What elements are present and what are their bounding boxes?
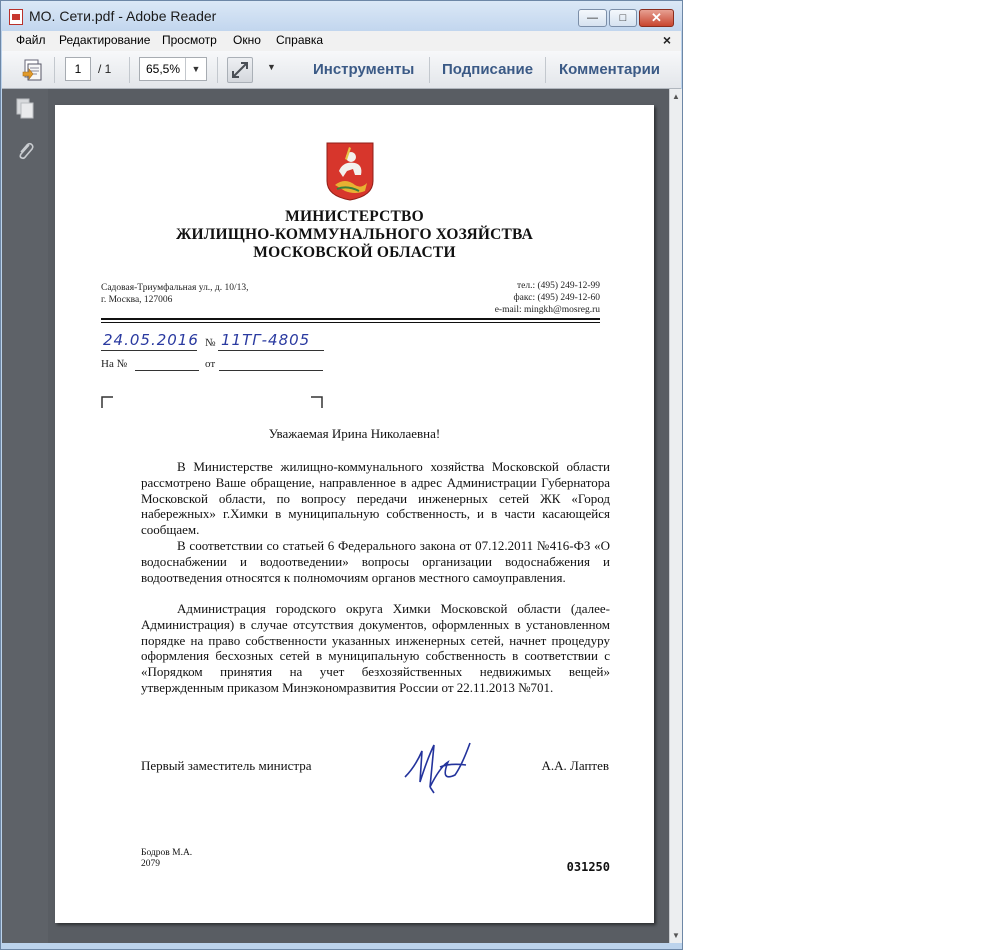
pdf-page (55, 105, 654, 923)
page-total: / 1 (98, 62, 112, 76)
menu-file[interactable]: Файл (16, 33, 46, 47)
on-no-label: На № (101, 358, 128, 370)
maximize-button[interactable] (609, 9, 637, 27)
window-title: МО. Сети.pdf - Adobe Reader (29, 8, 217, 24)
menu-help[interactable]: Справка (276, 33, 324, 47)
comments-pane-button[interactable]: Комментарии (559, 61, 661, 78)
tools-pane-button[interactable]: Инструменты (313, 61, 415, 78)
navigation-pane (2, 89, 48, 943)
from-underline (219, 370, 323, 371)
page-number-input[interactable]: 1 (65, 57, 91, 81)
greeting: Уважаемая Ирина Николаевна! (268, 426, 441, 441)
address-corner-right (311, 396, 323, 408)
menu-edit[interactable]: Редактирование (59, 33, 151, 47)
fit-page-icon (228, 58, 252, 82)
zoom-dropdown-button[interactable]: ▼ (185, 58, 206, 80)
contact-email: e-mail: mingkh@mosreg.ru (494, 305, 600, 315)
fit-page-button[interactable] (227, 57, 253, 83)
minimize-icon: — (587, 12, 598, 24)
minimize-button[interactable] (578, 9, 607, 27)
header-rule (101, 318, 600, 320)
number-sign: № (205, 337, 216, 349)
executor-name: Бодров М.А. (141, 848, 193, 858)
reg-number-underline (218, 350, 324, 351)
contact-fax: факс: (495) 249-12-60 (513, 293, 600, 303)
address-corner-left (101, 396, 113, 408)
menu-bar (2, 31, 681, 51)
paragraph-3: Администрация городского округа Химки Московской области (далее-Администрация) в случае отсутствия документов, оформленных в установленном порядке на право собственности указанных инженерных сетей, начнет процедуру оформления бесхозных сетей в муниципальную собственность в соответствии с «Порядком принятия на учет безхозяйственных недвижимых вещей» утвержденным приказом Минэкономразвития России от 22.11.2013 №701. (141, 601, 610, 695)
paragraph-2: В соответствии со статьей 6 Федерального закона от 07.12.2011 №416-ФЗ «О водоснабжении и водоотведении» вопросы организации водоснабжения и водоотведения относятся к полномочиям органов местного самоуправления. (141, 538, 610, 585)
toolbar-separator (217, 57, 218, 83)
title-bar[interactable] (1, 1, 682, 31)
save-create-icon (20, 57, 46, 83)
ministry-title-line-2: ЖИЛИЩНО-КОММУНАЛЬНОГО ХОЗЯЙСТВА (176, 226, 533, 243)
zoom-select[interactable]: 65,5% (139, 57, 207, 81)
close-button[interactable] (639, 9, 674, 27)
signature-icon (400, 737, 480, 797)
signer-name: А.А. Лаптев (541, 758, 609, 773)
date-underline (101, 350, 197, 351)
toolbar (2, 51, 681, 89)
menu-view[interactable]: Просмотр (162, 33, 217, 47)
scroll-down-icon[interactable]: ▼ (672, 931, 680, 940)
pages-panel-button[interactable] (14, 97, 36, 121)
close-document-button[interactable]: × (662, 32, 671, 48)
pages-panel-icon (14, 97, 36, 121)
pdf-app-icon (9, 9, 23, 25)
vertical-scrollbar[interactable] (669, 89, 682, 943)
attachments-panel-button[interactable] (14, 139, 36, 163)
more-tools-dropdown[interactable]: ▼ (267, 62, 276, 72)
signer-title: Первый заместитель министра (141, 758, 312, 773)
address-city: г. Москва, 127006 (101, 295, 173, 305)
ministry-title-line-1: МИНИСТЕРСТВО (285, 208, 424, 225)
contact-phone: тел.: (495) 249-12-99 (516, 281, 600, 291)
address-street: Садовая-Триумфальная ул., д. 10/13, (101, 283, 249, 293)
toolbar-separator (429, 57, 430, 83)
from-label: от (205, 358, 216, 370)
coat-of-arms-icon (325, 141, 375, 201)
paragraph-1: В Министерстве жилищно-коммунального хозяйства Московской области рассмотрено Ваше обращение, направленное в адрес Администрации Губернатора Московской области, по вопросу передачи инженерных сетей ЖК «Город набережных» г.Химки в муниципальную собственность, и в части касающейся сообщаем. (141, 459, 610, 538)
attachments-icon (14, 139, 36, 163)
header-rule-thin (101, 322, 600, 323)
save-create-button[interactable] (20, 57, 46, 83)
close-icon: ✕ (651, 10, 662, 25)
menu-window[interactable]: Окно (233, 33, 261, 47)
handwritten-reg-number: 11ТГ-4805 (221, 331, 311, 349)
document-number: 031250 (566, 860, 610, 874)
maximize-icon: □ (619, 12, 627, 24)
scroll-up-icon[interactable]: ▲ (672, 92, 680, 101)
toolbar-separator (545, 57, 546, 83)
toolbar-separator (54, 57, 55, 83)
ministry-title-line-3: МОСКОВСКОЙ ОБЛАСТИ (253, 244, 456, 261)
handwritten-date: 24.05.2016 (103, 331, 199, 349)
executor-phone: 2079 (141, 859, 160, 869)
toolbar-separator (129, 57, 130, 83)
on-no-underline (135, 370, 199, 371)
sign-pane-button[interactable]: Подписание (442, 61, 534, 78)
